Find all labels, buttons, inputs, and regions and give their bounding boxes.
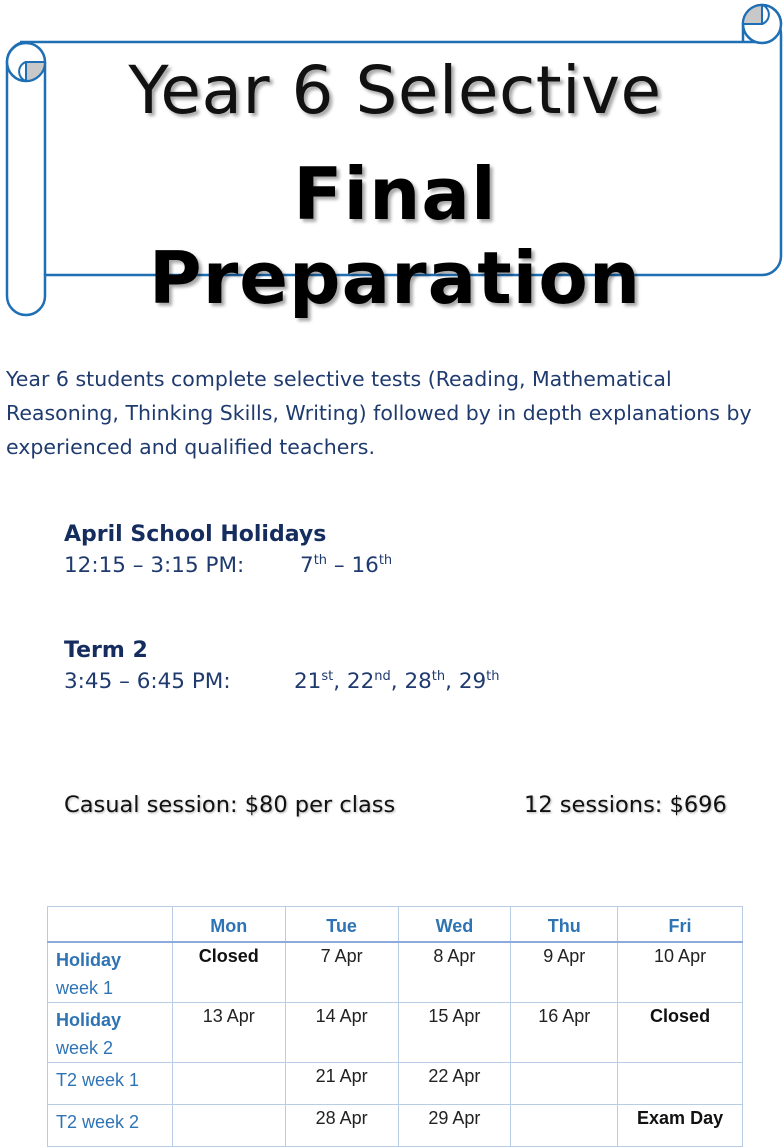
schedule-dates: 7th – 16th [300, 553, 393, 579]
date-suffix: th [378, 553, 393, 568]
header-cell: Wed [398, 907, 511, 943]
header-cell: Tue [285, 907, 398, 943]
calendar-cell: 29 Apr [398, 1105, 511, 1147]
calendar-cell: 21 Apr [285, 1063, 398, 1105]
table-row [48, 1003, 743, 1063]
header-cell: Thu [511, 907, 618, 943]
calendar-cell: 16 Apr [511, 1003, 618, 1063]
header-cell [48, 907, 173, 943]
schedule-holidays [64, 522, 564, 583]
package-price: 12 sessions: $696 [524, 792, 727, 818]
calendar-cell: Closed [618, 1003, 743, 1063]
calendar-cell [511, 1063, 618, 1105]
date-suffix: st [321, 669, 334, 684]
schedule-heading: April School Holidays [64, 522, 327, 547]
date-suffix: th [313, 553, 328, 568]
calendar-cell: Exam Day [618, 1105, 743, 1147]
calendar-header-row [48, 907, 743, 943]
schedule-heading: Term 2 [64, 638, 148, 663]
title-line-2: Final Preparation [148, 152, 642, 320]
title-line-1: Year 6 Selective [128, 52, 662, 129]
calendar-cell: 8 Apr [398, 942, 511, 1003]
calendar-cell: 10 Apr [618, 942, 743, 1003]
table-row [48, 942, 743, 1003]
calendar-table [47, 906, 743, 1147]
calendar-cell: Closed [172, 942, 285, 1003]
table-row [48, 1063, 743, 1105]
calendar-cell [172, 1105, 285, 1147]
schedule-dates: 21st, 22nd, 28th, 29th [294, 669, 500, 695]
calendar-cell: 22 Apr [398, 1063, 511, 1105]
date-suffix: th [431, 669, 446, 684]
schedule-time: 3:45 – 6:45 PM: [64, 669, 231, 694]
casual-price: Casual session: $80 per class [64, 792, 396, 818]
calendar-cell: 28 Apr [285, 1105, 398, 1147]
schedule-time: 12:15 – 3:15 PM: [64, 553, 245, 578]
table-row [48, 1105, 743, 1147]
row-label: T2 week 1 [48, 1063, 173, 1105]
calendar-cell [511, 1105, 618, 1147]
header-cell: Fri [618, 907, 743, 943]
calendar-cell: 7 Apr [285, 942, 398, 1003]
calendar-cell: 15 Apr [398, 1003, 511, 1063]
row-label: Holiday week 1 [48, 942, 173, 1003]
calendar-cell [618, 1063, 743, 1105]
calendar-cell: 13 Apr [172, 1003, 285, 1063]
schedule-term2 [64, 638, 624, 699]
calendar-cell: 14 Apr [285, 1003, 398, 1063]
calendar-cell [172, 1063, 285, 1105]
date-suffix: nd [374, 669, 391, 684]
date-suffix: th [486, 669, 500, 684]
row-label: T2 week 2 [48, 1105, 173, 1147]
header-cell: Mon [172, 907, 285, 943]
intro-paragraph: Year 6 students complete selective tests (Reading, Mathematical Reasoning, Thinking Skills, Writing) followed by in depth explanations by experienced and qualified teachers. [6, 367, 752, 459]
calendar-cell: 9 Apr [511, 942, 618, 1003]
row-label: Holiday week 2 [48, 1003, 173, 1063]
